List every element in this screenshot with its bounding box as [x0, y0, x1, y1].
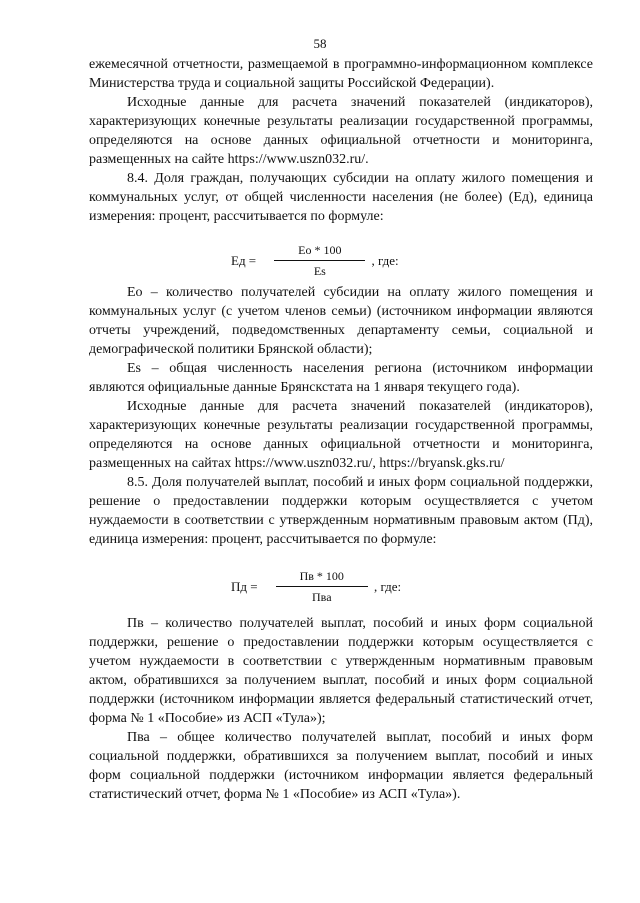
text-block-3 — [89, 614, 593, 804]
formula-fraction — [274, 242, 365, 279]
formula-fraction — [276, 568, 368, 605]
paragraph-8-5: 8.5. Доля получателей выплат, пособий и иных форм социальной поддержки, решение о предоставлении поддержки которым осуществляется с учетом нуждаемости в соответствии с утвержденным нормативным правовым актом (Пд), единица измерения: процент, рассчитывается по формуле: — [89, 475, 593, 547]
paragraph-continuation: ежемесячной отчетности, размещаемой в программно-информационном комплексе Министерства труда и социальной защиты Российской Федерации). — [89, 57, 593, 91]
formula-lhs: Пд = — [231, 578, 258, 594]
paragraph-source-data-2: Исходные данные для расчета значений показателей (индикаторов), характеризующих конечные результаты реализации государственной программы, определяются на основе данных официальной отчетности и мониторинга, размещенных на сайтах https://www.uszn032.ru/, https://bryansk.gks.ru/ — [89, 399, 593, 471]
paragraph-pva: Пва – общее количество получателей выплат, пособий и иных форм социальной поддержки, обратившихся за получением выплат, пособий и иных форм социальной поддержки (источником информации является федеральный статистический отчет, форма № 1 «Пособие» из АСП «Тула»). — [89, 730, 593, 802]
paragraph-es: Es – общая численность населения региона (источником информации являются официальные данные Брянскстата на 1 января текущего года). — [89, 361, 593, 395]
formula-tail: , где: — [371, 252, 399, 268]
formula-tail: , где: — [373, 578, 402, 594]
formula-denominator: Es — [313, 264, 326, 278]
paragraph-pv: Пв – количество получателей выплат, пособий и иных форм социальной поддержки, решение о предоставлении поддержки которым осуществляется с учетом нуждаемости в соответствии с утвержденным нормативным правовым актом, обратившихся за получением выплат, пособий и иных форм социальной поддержки (источником информации является федеральный статистический отчет, форма № 1 «Пособие» из АСП «Тула»); — [89, 616, 593, 726]
page-number: 58 — [313, 36, 327, 51]
formula-lhs: Ед = — [231, 252, 257, 268]
paragraph-eo: Ео – количество получателей субсидии на оплату жилого помещения и коммунальных услуг (с учетом членов семьи) (источником информации являются отчеты учреждений, подведомственных департаменту семьи, социальной и демографической политики Брянской области); — [89, 285, 593, 357]
paragraph-8-4: 8.4. Доля граждан, получающих субсидии на оплату жилого помещения и коммунальных услуг, от общей численности населения (не более) (Ед), единица измерения: процент, рассчитывается по формуле: — [89, 171, 593, 224]
formula-numerator: Ео * 100 — [298, 243, 342, 257]
text-block-1 — [89, 55, 593, 226]
text-block-2 — [89, 283, 593, 549]
formula-numerator: Пв * 100 — [299, 569, 344, 583]
formula-denominator: Пва — [312, 590, 332, 604]
formula-ed — [231, 242, 399, 279]
paragraph-source-data: Исходные данные для расчета значений показателей (индикаторов), характеризующих конечные результаты реализации государственной программы, определяются на основе данных официальной отчетности и мониторинга, размещенных на сайте https://www.uszn032.ru/. — [89, 95, 593, 167]
formula-pd — [231, 568, 401, 605]
